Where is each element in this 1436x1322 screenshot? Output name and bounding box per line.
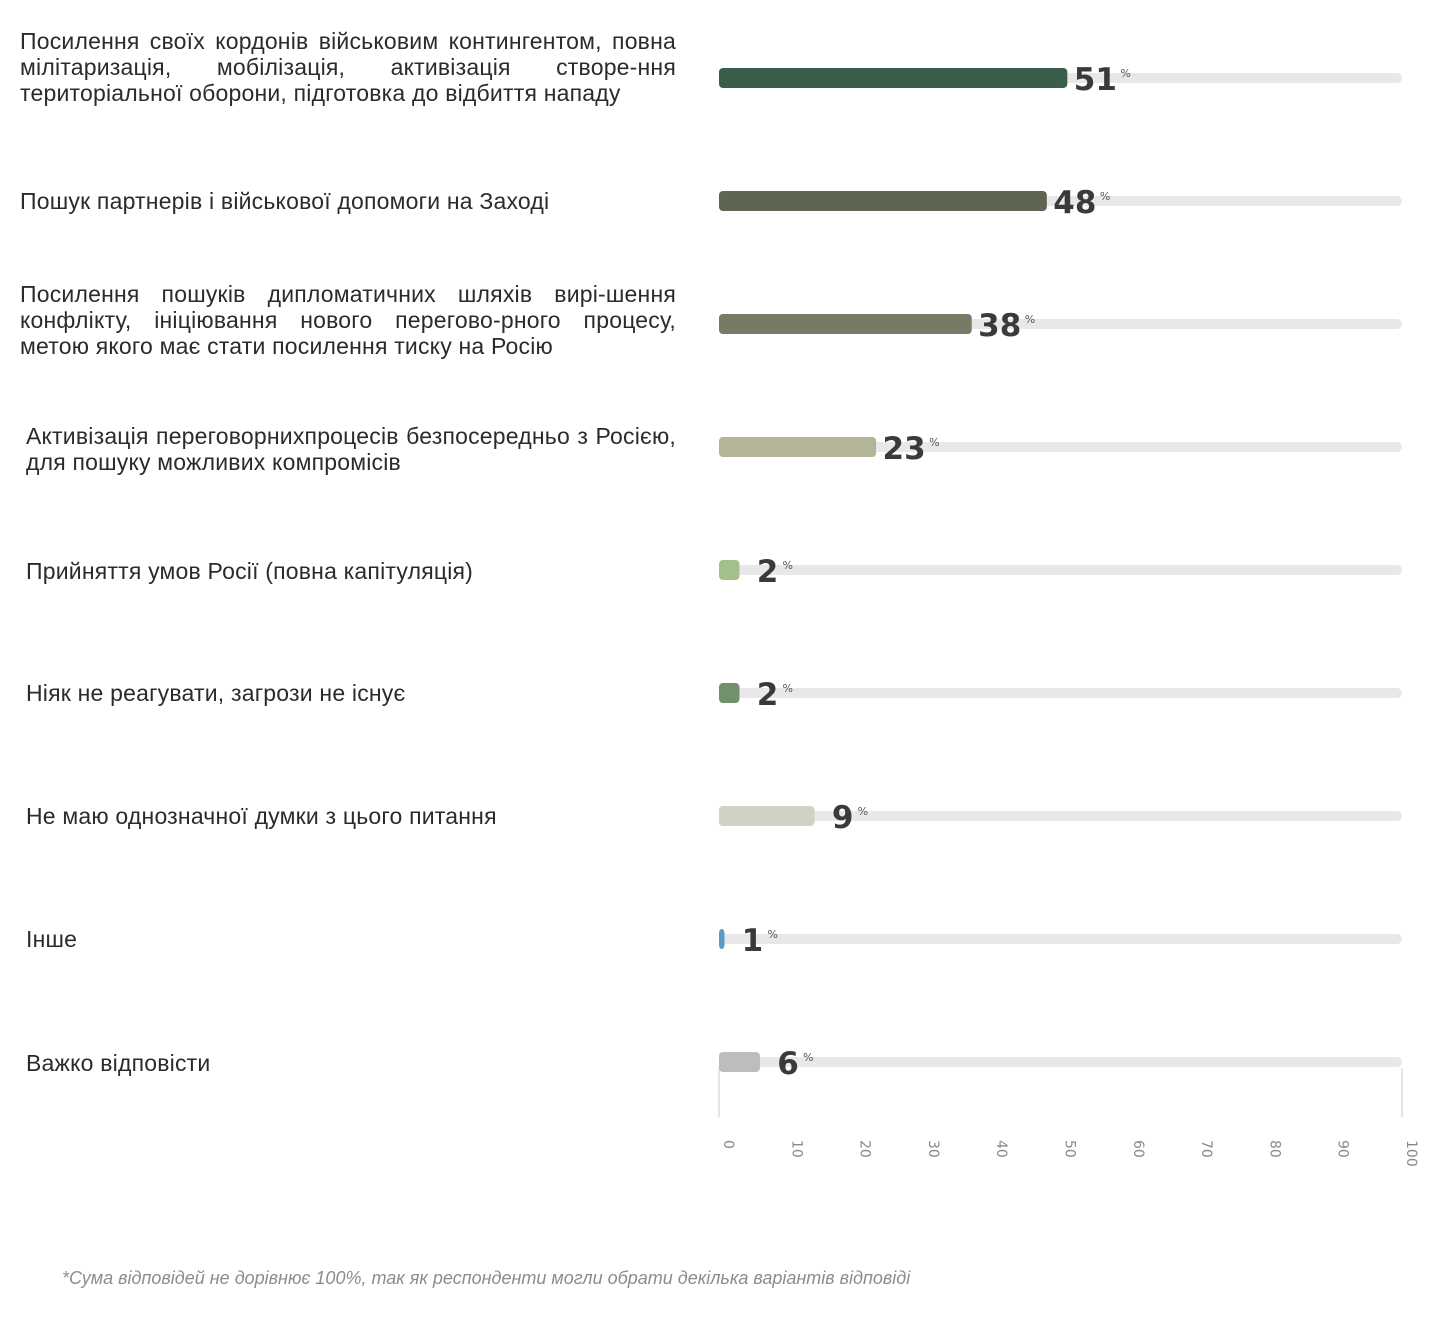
x-tick-label: 0: [720, 1140, 736, 1149]
bar-track: [719, 934, 1402, 944]
value-label-9: 6: [777, 1046, 799, 1082]
x-tick-label: 90: [1334, 1140, 1351, 1158]
category-label-6: Ніяк не реагувати, загрози не існує: [26, 680, 406, 706]
x-tick-label: 40: [993, 1140, 1010, 1158]
x-tick-label: 50: [1061, 1140, 1078, 1158]
category-label-1: Посилення своїх кордонів військовим контингентом, повна мілітаризація, мобілізація, активізація створе-ння територіальної оборони, підготовка до відбиття нападу: [20, 28, 676, 106]
bar-track: [719, 1057, 1402, 1067]
x-tick-label: 20: [856, 1140, 873, 1158]
category-label-2: Пошук партнерів і військової допомоги на Заході: [20, 188, 550, 214]
x-tick-label: 70: [1198, 1140, 1215, 1158]
value-label-8: 1: [741, 923, 764, 959]
category-label-8: Інше: [26, 926, 78, 952]
x-axis: [719, 1068, 1419, 1167]
bar-9: [719, 1052, 760, 1072]
percent-sign: %: [1024, 313, 1036, 326]
percent-sign: %: [782, 682, 793, 695]
bar-track: [719, 811, 1402, 821]
bar-track: [719, 565, 1402, 575]
value-label-1: 51: [1073, 62, 1117, 98]
percent-sign: %: [1099, 190, 1111, 203]
category-label-4: Активізація переговорнихпроцесів безпосередньо з Росією, для пошуку можливих компромісів: [26, 423, 676, 475]
bars: [719, 62, 1402, 1082]
bar-4: [719, 437, 876, 457]
value-label-3: 38: [978, 308, 1022, 344]
value-label-7: 9: [831, 800, 854, 836]
footnote: *Сума відповідей не дорівнює 100%, так як респонденти могли обрати декілька варіантів відповіді: [62, 1268, 911, 1288]
percent-sign: %: [767, 928, 778, 941]
category-label-3: Посилення пошуків дипломатичних шляхів вирі-шення конфлікту, ініціювання нового перегово-рного процесу, метою якого має стати посилення тиску на Росію: [20, 281, 676, 359]
bar-7: [719, 806, 815, 826]
percent-sign: %: [857, 805, 869, 818]
category-label-9: Важко відповісти: [26, 1050, 211, 1076]
value-label-5: 2: [756, 554, 779, 590]
percent-sign: %: [802, 1051, 814, 1064]
bar-8: [719, 929, 724, 949]
x-tick-label: 30: [924, 1140, 941, 1158]
category-label-7: Не маю однозначної думки з цього питання: [26, 803, 497, 829]
bar-3: [719, 314, 972, 334]
bar-5: [719, 560, 739, 580]
x-tick-label: 10: [788, 1140, 805, 1158]
category-label-5: Прийняття умов Росії (повна капітуляція): [26, 558, 474, 584]
value-label-4: 23: [882, 431, 926, 467]
bar-track: [719, 688, 1402, 698]
value-label-6: 2: [756, 677, 779, 713]
percent-sign: %: [782, 559, 793, 572]
percent-sign: %: [1120, 67, 1131, 80]
x-tick-label: 80: [1266, 1140, 1283, 1158]
value-label-2: 48: [1053, 185, 1097, 221]
x-tick-label: 100: [1403, 1140, 1419, 1167]
x-tick-label: 60: [1129, 1140, 1146, 1158]
bar-6: [719, 683, 739, 703]
bar-2: [719, 191, 1047, 211]
bar-1: [719, 68, 1067, 88]
percent-sign: %: [929, 436, 940, 449]
